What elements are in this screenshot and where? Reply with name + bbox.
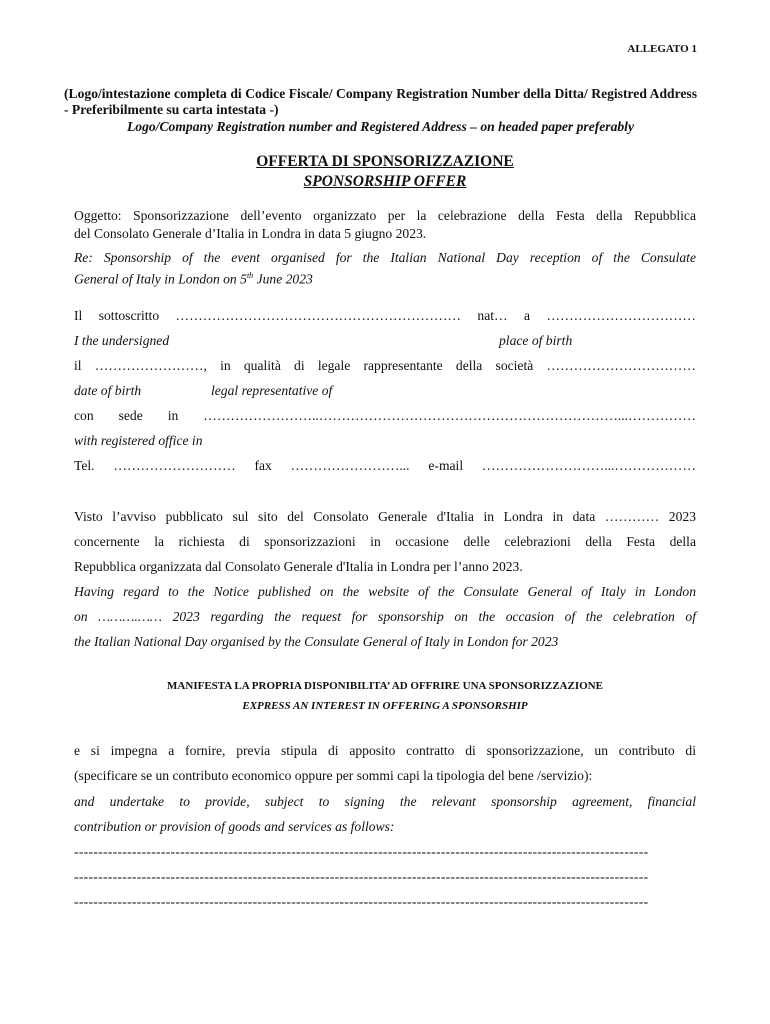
field-registered-office[interactable]: con sede in ……………………..…………………………………………………………...…………… — [74, 408, 696, 423]
field-undersigned[interactable]: Il sottoscritto ……………………………………………………… nat… a …………………………… — [74, 308, 696, 323]
re-line-1: Re: Sponsorship of the event organised for the Italian National Day reception of the Consulate — [74, 250, 696, 265]
having-line-1: Having regard to the Notice published on the website of the Consulate General of Italy in London — [74, 584, 696, 599]
subject-line-2: del Consolato Generale d’Italia in Londra in data 5 giugno 2023. — [74, 226, 427, 241]
manifesta-heading-en: EXPRESS AN INTEREST IN OFFERING A SPONSORSHIP — [242, 700, 528, 712]
undertake-line-2: contribution or provision of goods and services as follows: — [74, 819, 395, 834]
undertake-line-1: and undertake to provide, subject to signing the relevant sponsorship agreement, financial — [74, 794, 696, 809]
caption-undersigned: I the undersigned — [74, 333, 170, 348]
caption-legal-representative: legal representative of — [211, 383, 333, 398]
document-title-en: SPONSORSHIP OFFER — [303, 173, 467, 190]
fill-line-1[interactable]: ----------------------------------------------------------------------------------------------------------------------- — [74, 844, 649, 859]
field-contacts[interactable]: Tel. ……………………… fax ……………………... e-mail ………………………...……………… — [74, 458, 696, 473]
fill-line-3[interactable]: ----------------------------------------------------------------------------------------------------------------------- — [74, 894, 649, 909]
caption-date-of-birth: date of birth — [74, 383, 142, 398]
manifesta-heading-it: MANIFESTA LA PROPRIA DISPONIBILITA’ AD OFFRIRE UNA SPONSORIZZAZIONE — [167, 680, 603, 692]
field-date-of-birth[interactable]: il ……………………, in qualità di legale rappresentante della società …………………………… — [74, 358, 696, 373]
attachment-label: ALLEGATO 1 — [627, 43, 697, 55]
fill-line-2[interactable]: ----------------------------------------------------------------------------------------------------------------------- — [74, 869, 649, 884]
having-line-3: the Italian National Day organised by the Consulate General of Italy in London for 2023 — [74, 634, 559, 649]
field-undersigned-caption — [74, 332, 696, 350]
caption-place-of-birth: place of birth — [499, 333, 573, 348]
field-date-caption — [74, 382, 696, 400]
re-line-2: General of Italy in London on 5th June 2023 — [74, 271, 313, 287]
visto-line-1: Visto l’avviso pubblicato sul sito del Consolato Generale d'Italia in Londra in data ………… 2023 — [74, 509, 696, 524]
document-title-it: OFFERTA DI SPONSORIZZAZIONE — [256, 153, 514, 170]
impegna-line-2: (specificare se un contributo economico oppure per sommi capi la tipologia del bene /servizio): — [74, 768, 593, 783]
visto-line-2: concernente la richiesta di sponsorizzazioni in occasione delle celebrazioni della Festa della — [74, 534, 696, 549]
caption-registered-office: with registered office in — [74, 433, 203, 448]
having-line-2: on ……….…… 2023 regarding the request for sponsorship on the occasion of the celebration of — [74, 609, 696, 624]
header-instructions-it: (Logo/intestazione completa di Codice Fiscale/ Company Registration Number della Ditta/ Registred Address - Preferibilmente su carta intestata -) — [64, 86, 697, 117]
header-instructions-en: Logo/Company Registration number and Registered Address – on headed paper preferably — [126, 119, 634, 134]
impegna-line-1: e si impegna a fornire, previa stipula di apposito contratto di sponsorizzazione, un contributo di — [74, 743, 696, 758]
visto-line-3: Repubblica organizzata dal Consolato Generale d'Italia in Londra per l’anno 2023. — [74, 559, 523, 574]
subject-line-1: Oggetto: Sponsorizzazione dell’evento organizzato per la celebrazione della Festa della Repubblica — [74, 208, 696, 223]
